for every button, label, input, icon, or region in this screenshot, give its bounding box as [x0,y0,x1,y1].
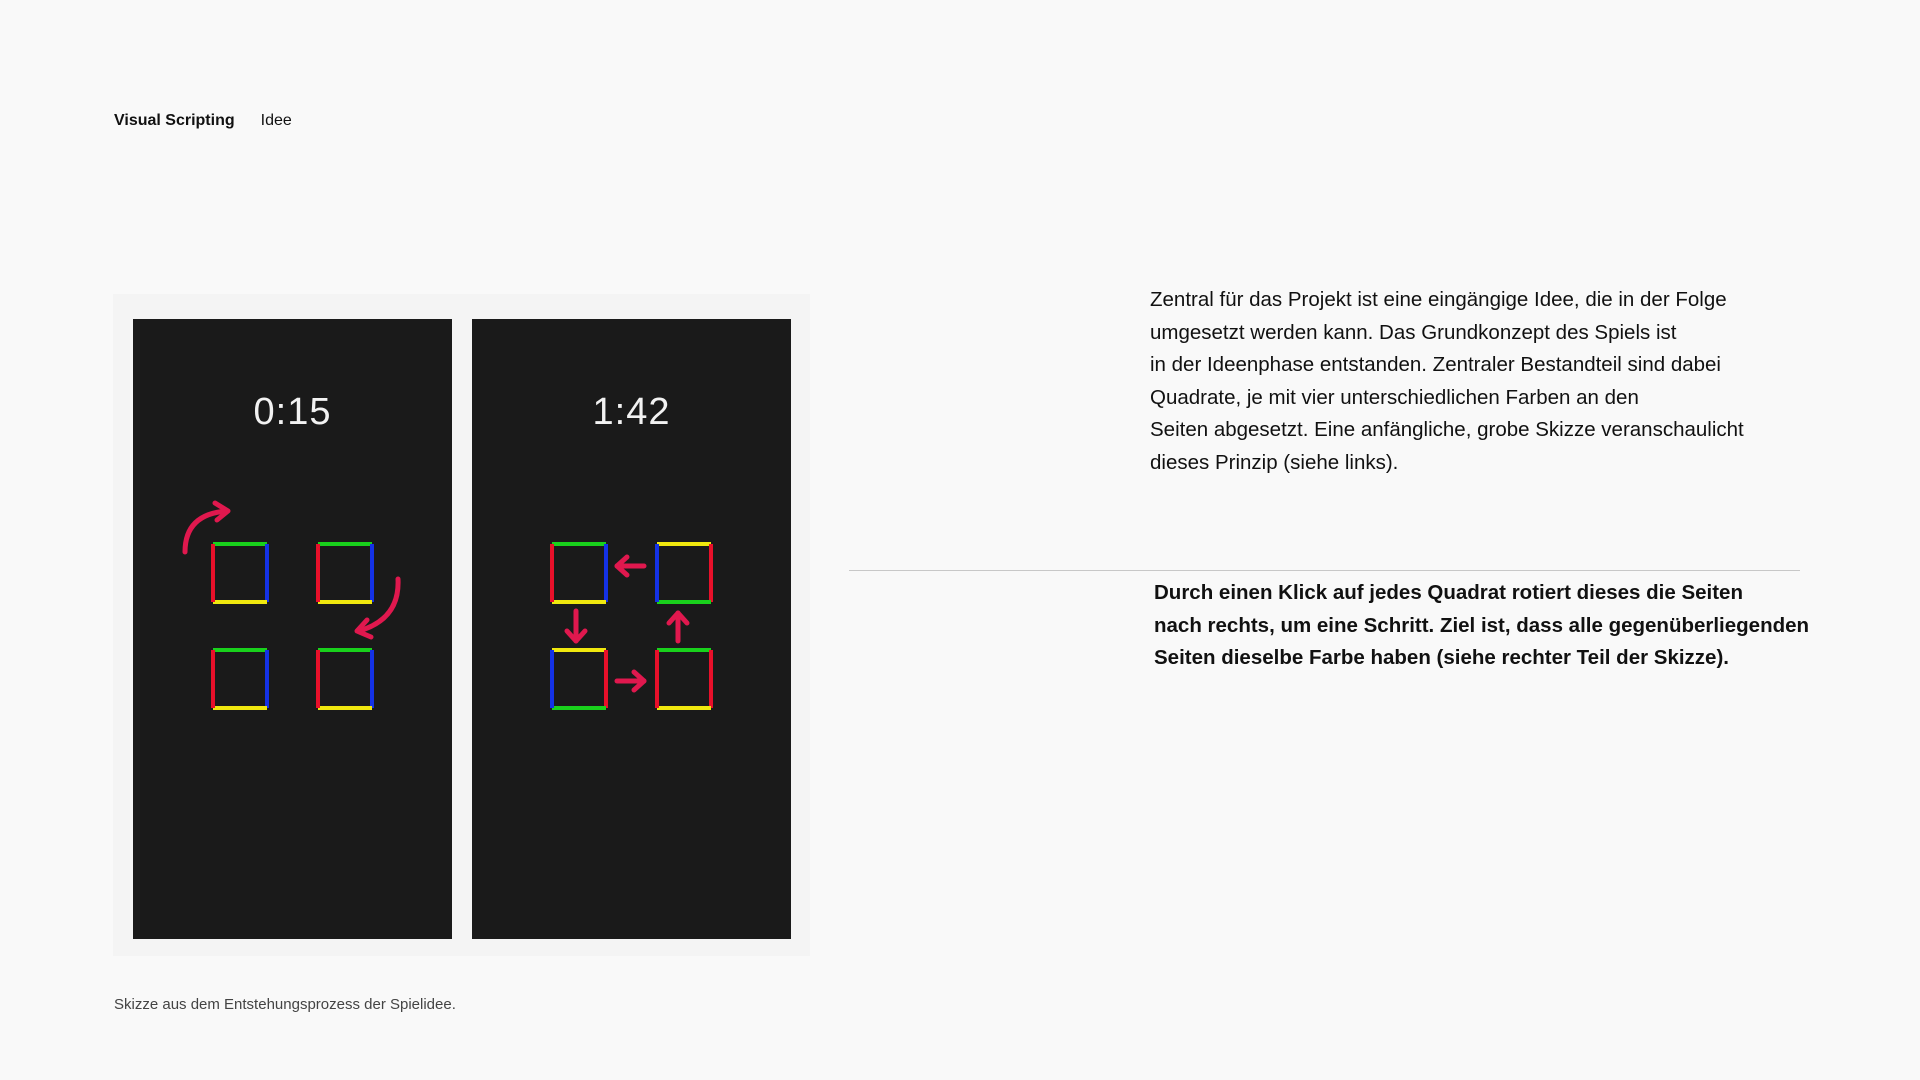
game-sketch-figure [113,294,810,956]
project-title: Visual Scripting [114,112,235,129]
paragraph-line: nach rechts, um eine Schritt. Ziel ist, dass alle gegenüberliegenden [1154,613,1810,637]
paragraph-line: umgesetzt werden kann. Das Grundkonzept des Spiels ist [1150,320,1677,344]
rotate-arrow-icon [357,579,398,637]
square-bottom-left [213,650,267,708]
board-right [472,319,791,939]
section-title: Idee [260,112,292,129]
arrow-up-icon [669,613,687,641]
paragraph-line: Seiten dieselbe Farbe haben (siehe rechter Teil der Skizze). [1154,646,1729,669]
paragraph-line: Quadrate, je mit vier unterschiedlichen Farben an den [1150,385,1639,409]
square-top-left [552,544,606,602]
page-header [114,112,292,130]
timer-left: 0:15 [253,391,332,433]
phone-screen-right [472,319,791,939]
square-bottom-left [552,650,606,708]
square-bottom-right [318,650,372,708]
rules-paragraph [1154,577,1814,675]
paragraph-line: in der Ideenphase entstanden. Zentraler Bestandteil sind dabei [1150,353,1721,376]
paragraph-line: Zentral für das Projekt ist eine eingängige Idee, die in der Folge [1150,288,1727,311]
intro-paragraph [1150,284,1810,479]
section-divider [849,570,1800,571]
square-top-right [657,544,711,602]
arrow-left-icon [617,557,644,575]
phone-screen-left [133,319,452,939]
paragraph-line: dieses Prinzip (siehe links). [1150,450,1399,474]
paragraph-line: Seiten abgesetzt. Eine anfängliche, grobe Skizze veranschaulicht [1150,418,1744,441]
square-top-left [213,544,267,602]
timer-right: 1:42 [592,391,671,433]
arrow-down-icon [567,611,585,641]
board-left [133,319,452,939]
figure-caption: Skizze aus dem Entstehungsprozess der Spielidee. [114,996,456,1013]
paragraph-line: Durch einen Klick auf jedes Quadrat rotiert dieses die Seiten [1154,581,1743,604]
square-bottom-right [657,650,711,708]
arrow-right-icon [617,672,644,690]
square-top-right [318,544,372,602]
